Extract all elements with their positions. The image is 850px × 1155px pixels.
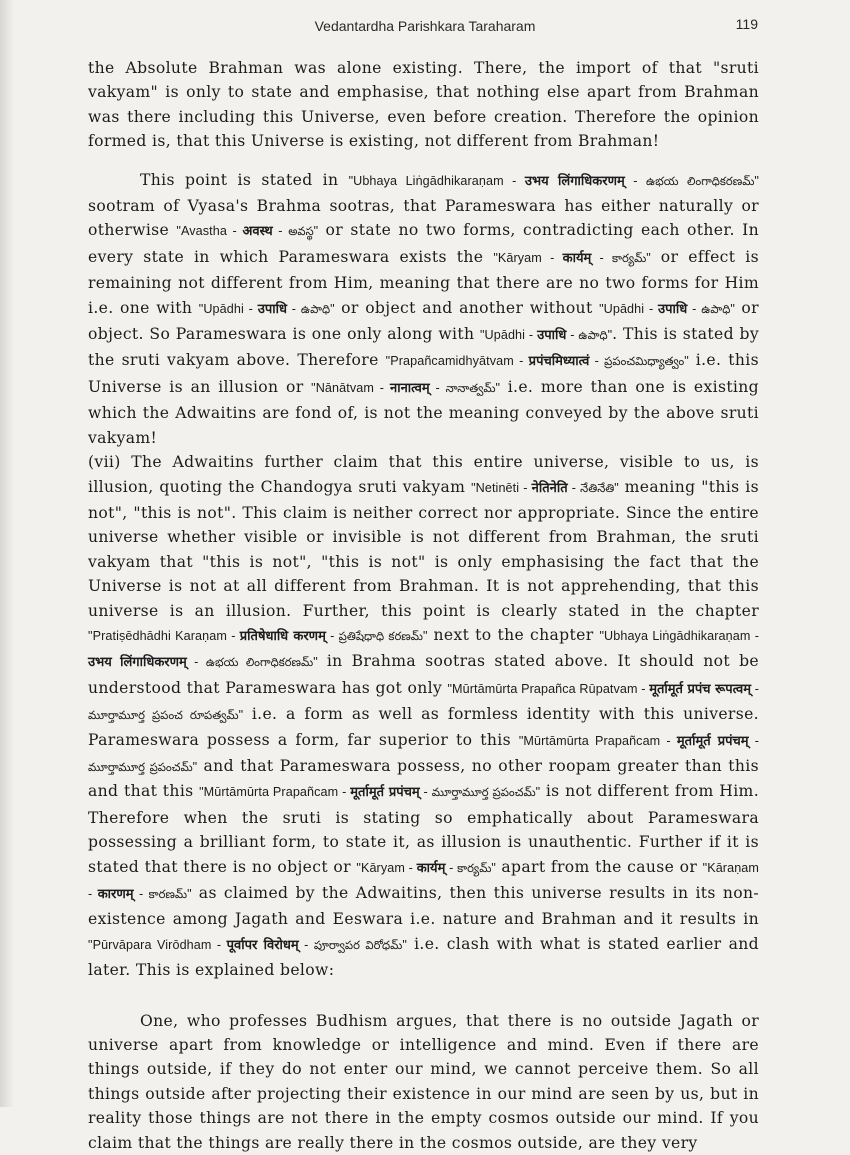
- body-text: [88, 56, 759, 1155]
- paragraph-vii: (vii) The Adwaitins further claim that this entire universe, visible to us, is illusion, quoting the Chandogya sruti vakyam "Netinēti - नेतिनेति - నేతినేతి" meaning "this is not", "this is not". This claim is neither correct nor appropriate. Since the entire universe whether visible or invisible is not different from Brahman, the sruti vakyam that "this is not", "this is not" is only emphasising the fact that the Universe is not at all different from Brahman. It is not apprehending, that this universe is an illusion. Further, this point is clearly stated in the chapter "Pratiṣēdhādhi Karaṇam - प्रतिषेधाधि करणम् - ప్రతిషేధాధి కరణమ్" next to the chapter "Ubhaya Liṅgādhikaraṇam - उभय लिंगाधिकरणम् - ఉభయ లింగాధికరణమ్" in Brahma sootras stated above. It should not be understood that Parameswara has got only "Mūrtāmūrta Prapañca Rūpatvam - मूर्तामूर्त प्रपंच रूपत्वम् - మూర్తామూర్త ప్రపంచ రూపత్వమ్" i.e. a form as well as formless identity with this universe. Parameswara possess a form, far superior to this "Mūrtāmūrta Prapañcam - मूर्तामूर्त प्रपंचम् - మూర్తామూర్త ప్రపంచమ్" and that Parameswara possess, no other roopam greater than this and that this "Mūrtāmūrta Prapañcam - मूर्तामूर्त प्रपंचम् - మూర్తామూర్త ప్రపంచమ్" is not different from Him. Therefore when the sruti is stating so emphatically about Parameswara possessing a brilliant form, to state it, as illusion is unauthentic. Further if it is stated that there is no object or "Kāryam - कार्यम् - కార్యమ్" apart from the cause or "Kāraṇam - कारणम् - కారణమ్" as claimed by the Adwaitins, then this universe results in its non-existence among Jagath and Eeswara i.e. nature and Brahman and it results in "Pūrvāpara Virōdham - पूर्वापर विरोधम् - పూర్వాపర విరోధమ్" i.e. clash with what is stated earlier and later. This is explained below:: [88, 453, 760, 980]
- term-transliteration: "Upādhi - उपाधि - ఉపాధి": [198, 301, 335, 317]
- term-transliteration: "Nānātvam - नानात्वम् - నానాత్వమ్": [311, 380, 501, 396]
- term-transliteration: "Kāraṇam - कारणम् - కారణమ్": [88, 860, 759, 902]
- term-transliteration: "Ubhaya Liṅgādhikaraṇam - उभय लिंगाधिकरणम् - ఉభయ లింగాధికరణమ్": [348, 173, 759, 189]
- term-transliteration: "Avastha - अवस्थ - అవస్థ": [176, 224, 319, 240]
- page-header: [88, 16, 762, 38]
- term-transliteration: "Pratiṣēdhādhi Karaṇam - प्रतिषेधाधि करणम् - ప్రతిషేధాధి కరణమ్": [88, 628, 428, 644]
- term-transliteration: "Mūrtāmūrta Prapañca Rūpatvam - मूर्तामूर्त प्रपंच रूपत्वम् - మూర్తామూర్త ప్రపంచ రూపత్వమ్": [88, 681, 759, 723]
- term-transliteration: "Netinēti - नेतिनेति - నేతినేతి": [471, 480, 619, 496]
- term-transliteration: "Mūrtāmūrta Prapañcam - मूर्तामूर्त प्रपंचम् - మూర్తామూర్త ప్రపంచమ్": [199, 785, 541, 801]
- term-transliteration: "Mūrtāmūrta Prapañcam - मूर्तामूर्त प्रपंचम् - మూర్తామూర్త ప్రపంచమ్": [88, 733, 759, 774]
- paragraph-ubhaya-lingadhikaranam: This point is stated in "Ubhaya Liṅgādhikaraṇam - उभय लिंगाधिकरणम् - ఉభయ లింగాధికరణమ్" sootram of Vyasa's Brahma sootras, that Parameswara has either naturally or otherwise "Avastha - अवस्थ - అవస్థ" or state no two forms, contradicting each other. In every state in which Parameswara exists the "Kāryam - कार्यम् - కార్యమ్" or effect is remaining not different from Him, meaning that there are no two forms for Him i.e. one with "Upādhi - उपाधि - ఉపాధి" or object and another without "Upādhi - उपाधि - ఉపాధి" or object. So Parameswara is one only along with "Upādhi - उपाधि - ఉపాధి". This is stated by the sruti vakyam above. Therefore "Prapañcamidhyātvam - प्रपंचमिध्यात्वं - ప్రపంచమిధ్యాత్వం" i.e. this Universe is an illusion or "Nānātvam - नानात्वम् - నానాత్వమ్" i.e. more than one is existing which the Adwaitins are fond of, is not the meaning conveyed by the above sruti vakyam!: [88, 170, 759, 447]
- page-number: 119: [735, 16, 758, 32]
- term-transliteration: "Ubhaya Liṅgādhikaraṇam - उभय लिंगाधिकरणम् - ఉభయ లింగాధికరణమ్": [88, 628, 759, 671]
- term-transliteration: "Prapañcamidhyātvam - प्रपंचमिध्यात्वं - ప్రపంచమిధ్యాత్వం": [385, 354, 689, 370]
- paragraph-budhism: One, who professes Budhism argues, that there is no outside Jagath or universe apart from knowledge or intelligence and mind. Even if there are things outside, if they do not enter our mind, we cannot perceive them. So all things outside after projecting their existence in our mind are seen by us, but in reality those things are not there in the empty cosmos outside our mind. If you claim that the things are really there in the cosmos outside, are they very: [88, 1011, 759, 1152]
- term-transliteration: "Upādhi - उपाधि - ఉపాధి": [479, 328, 613, 344]
- page-edge-shadow: [0, 0, 14, 1107]
- term-transliteration: "Kāryam - कार्यम् - కార్యమ్": [493, 250, 651, 266]
- paragraph-continuation: the Absolute Brahman was alone existing. There, the import of that "sruti vakyam" is only to state and emphasise, that nothing else apart from Brahman was there including this Universe, even before creation. Therefore the opinion formed is, that this Universe is existing, not different from Brahman!: [88, 59, 759, 151]
- term-transliteration: "Upādhi - उपाधि - ఉపాధి": [599, 301, 735, 317]
- term-transliteration: "Pūrvāpara Virōdham - पूर्वापर विरोधम् - పూర్వాపర విరోధమ్": [88, 937, 407, 953]
- term-transliteration: "Kāryam - कार्यम् - కార్యమ్": [356, 860, 496, 876]
- running-title: Vedantardha Parishkara Taraharam: [314, 18, 536, 34]
